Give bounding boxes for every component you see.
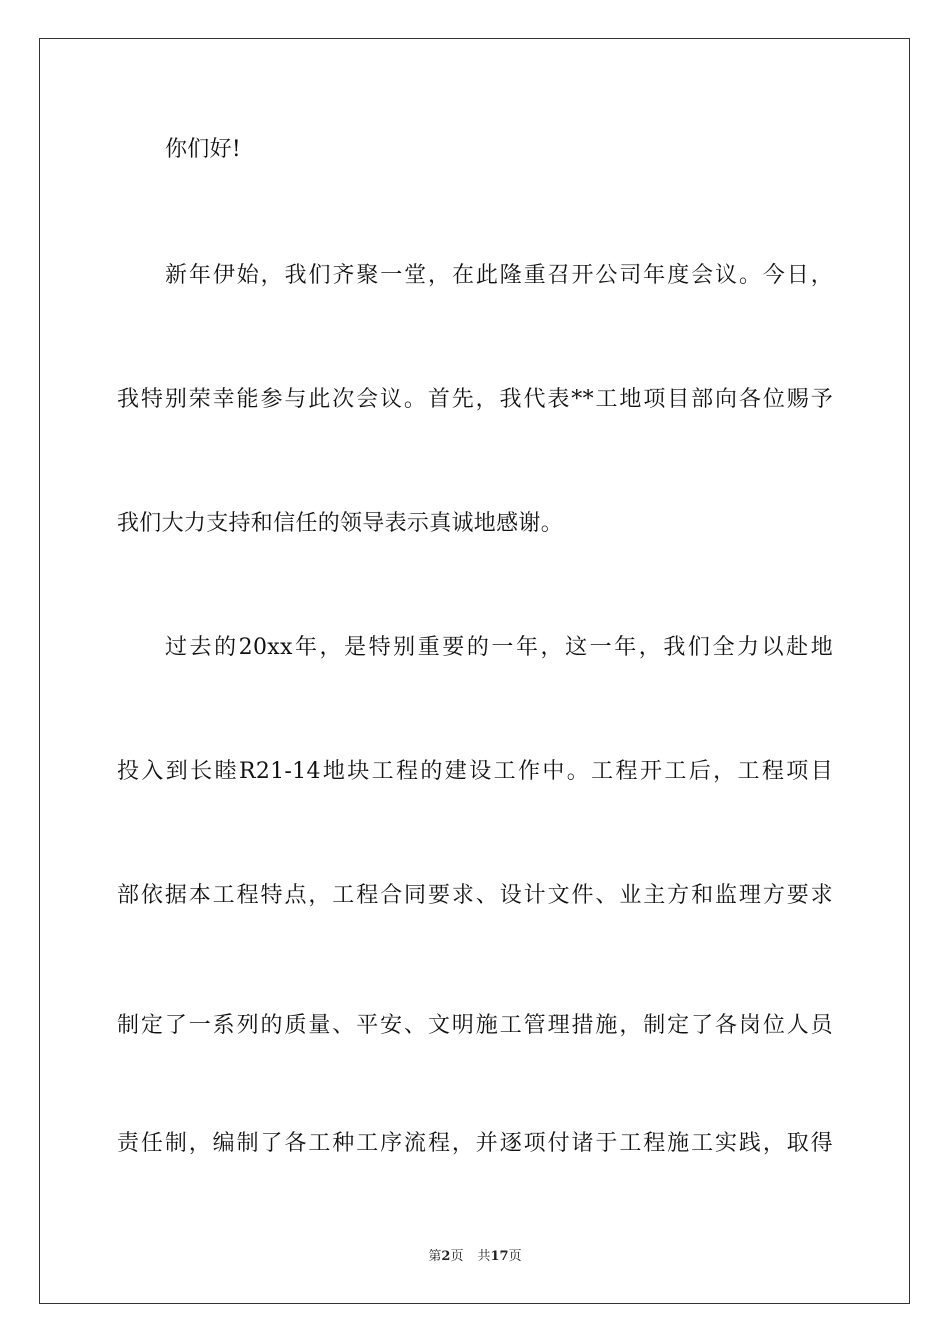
greeting-line: 你们好! [165,137,242,162]
paragraph-line: 部依据本工程特点，工程合同要求、设计文件、业主方和监理方要求 [117,883,833,908]
paragraph-line: 过去的20xx年，是特别重要的一年，这一年，我们全力以赴地 [165,635,833,660]
page-frame [39,38,910,1304]
total-suffix: 页 [508,1249,522,1264]
page-prefix: 第 [428,1249,442,1264]
page-number: 2 [441,1249,451,1264]
total-pages: 17 [490,1249,509,1264]
page-suffix: 页 [450,1249,464,1264]
total-prefix: 共 [477,1249,491,1264]
page-footer [0,1249,950,1265]
paragraph-line: 我们大力支持和信任的领导表示真诚地感谢。 [117,511,564,536]
paragraph-line: 制定了一系列的质量、平安、文明施工管理措施，制定了各岗位人员 [117,1013,833,1038]
paragraph-line: 投入到长睦R21-14地块工程的建设工作中。工程开工后，工程项目 [117,759,833,784]
paragraph-line: 我特别荣幸能参与此次会议。首先，我代表**工地项目部向各位赐予 [117,387,833,412]
paragraph-line: 新年伊始，我们齐聚一堂，在此隆重召开公司年度会议。今日， [165,263,833,288]
paragraph-line: 责任制，编制了各工种工序流程，并逐项付诸于工程施工实践，取得 [117,1131,833,1156]
